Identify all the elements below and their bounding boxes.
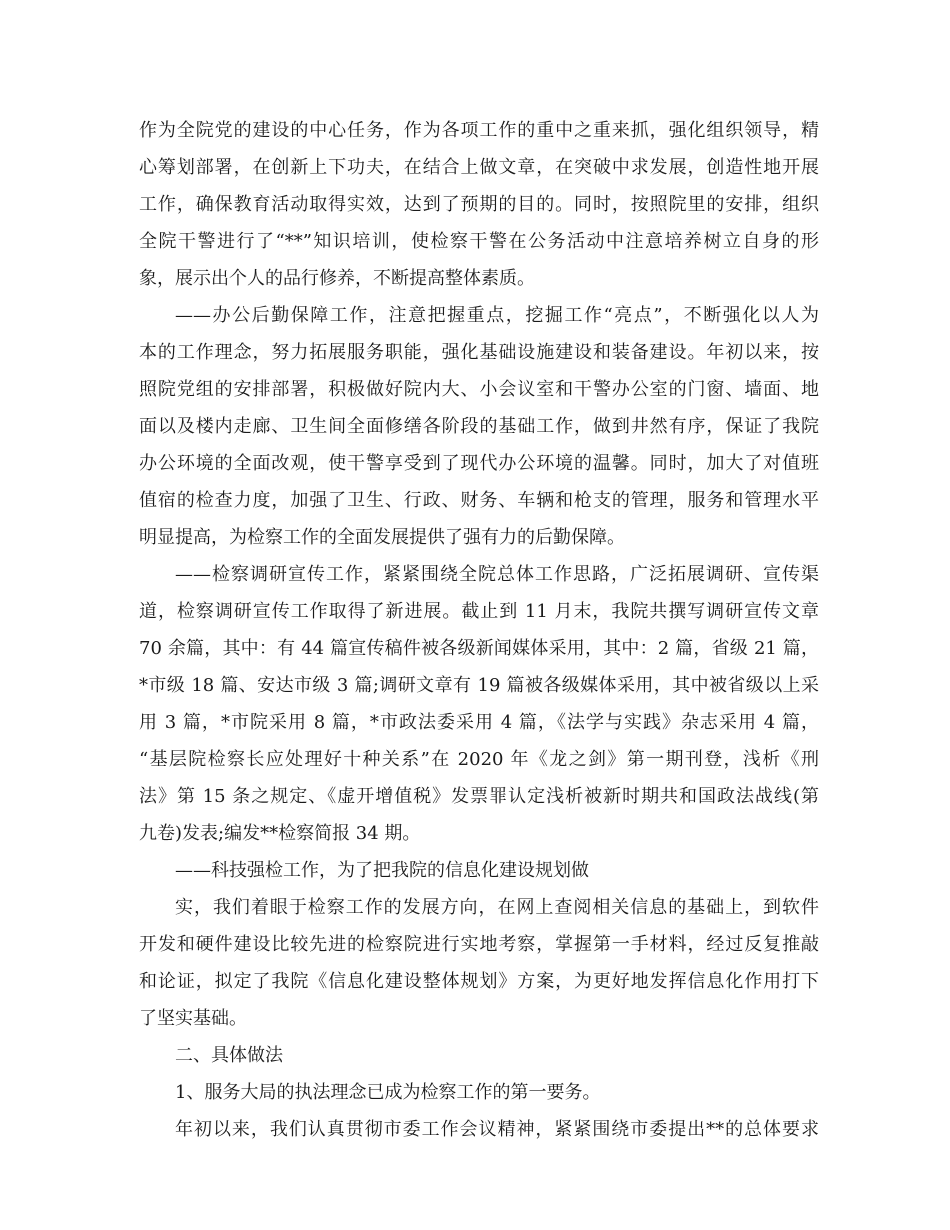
paragraph-line: 象，展示出个人的品行修养，不断提高整体素质。: [139, 268, 535, 289]
paragraph-line: 照院党组的安排部署，积极做好院内大、小会议室和干警办公室的门窗、墙面、地: [139, 379, 819, 400]
paragraph-line: 道，检察调研宣传工作取得了新进展。截止到 11 月末，我院共撰写调研宣传文章: [139, 601, 819, 622]
paragraph-line: ——检察调研宣传工作，紧紧围绕全院总体工作思路，广泛拓展调研、宣传渠: [175, 564, 819, 585]
paragraph-line: 70 余篇，其中：有 44 篇宣传稿件被各级新闻媒体采用，其中：2 篇，省级 21 篇，: [139, 638, 819, 659]
paragraph-line: 明显提高，为检察工作的全面发展提供了强有力的后勤保障。: [139, 527, 625, 548]
paragraph-line: 面以及楼内走廊、卫生间全面修缮各阶段的基础工作，做到井然有序，保证了我院: [139, 416, 819, 437]
paragraph-line: ——办公后勤保障工作，注意把握重点，挖掘工作“亮点”，不断强化以人为: [175, 305, 819, 326]
section-heading: 二、具体做法: [175, 1045, 283, 1066]
paragraph-line: 法》第 15 条之规定、《虚开增值税》发票罪认定浅析被新时期共和国政法战线(第: [139, 786, 819, 807]
paragraph-line: 年初以来，我们认真贯彻市委工作会议精神，紧紧围绕市委提出**的总体要求: [175, 1119, 819, 1140]
paragraph-line: 心筹划部署，在创新上下功夫，在结合上做文章，在突破中求发展，创造性地开展: [139, 157, 819, 178]
paragraph-line: ——科技强检工作，为了把我院的信息化建设规划做: [175, 860, 589, 881]
paragraph-line: 了坚实基础。: [139, 1008, 247, 1029]
paragraph-line: 值宿的检查力度，加强了卫生、行政、财务、车辆和枪支的管理，服务和管理水平: [139, 490, 819, 511]
paragraph-line: 作为全院党的建设的中心任务，作为各项工作的重中之重来抓，强化组织领导，精: [139, 120, 819, 141]
paragraph-line: “基层院检察长应处理好十种关系”在 2020 年《龙之剑》第一期刊登，浅析《刑: [139, 749, 819, 770]
paragraph-line: 开发和硬件建设比较先进的检察院进行实地考察，掌握第一手材料，经过反复推敲: [139, 934, 819, 955]
paragraph-line: 全院干警进行了“**”知识培训，使检察干警在公务活动中注意培养树立自身的形: [139, 231, 819, 252]
paragraph-line: 办公环境的全面改观，使干警享受到了现代办公环境的温馨。同时，加大了对值班: [139, 453, 819, 474]
paragraph-line: 本的工作理念，努力拓展服务职能，强化基础设施建设和装备建设。年初以来，按: [139, 342, 819, 363]
paragraph-line: 九卷)发表;编发**检察简报 34 期。: [139, 823, 421, 844]
paragraph-line: 实，我们着眼于检察工作的发展方向，在网上查阅相关信息的基础上，到软件: [175, 897, 819, 918]
paragraph-line: 用 3 篇，*市院采用 8 篇，*市政法委采用 4 篇，《法学与实践》杂志采用 4 篇，: [139, 712, 819, 733]
paragraph-line: 和论证，拟定了我院《信息化建设整体规划》方案，为更好地发挥信息化作用打下: [139, 971, 819, 992]
subsection-heading: 1、服务大局的执法理念已成为检察工作的第一要务。: [175, 1082, 601, 1103]
paragraph-line: *市级 18 篇、安达市级 3 篇;调研文章有 19 篇被各级媒体采用，其中被省级以上采: [139, 675, 819, 696]
paragraph-line: 工作，确保教育活动取得实效，达到了预期的目的。同时，按照院里的安排，组织: [139, 194, 819, 215]
